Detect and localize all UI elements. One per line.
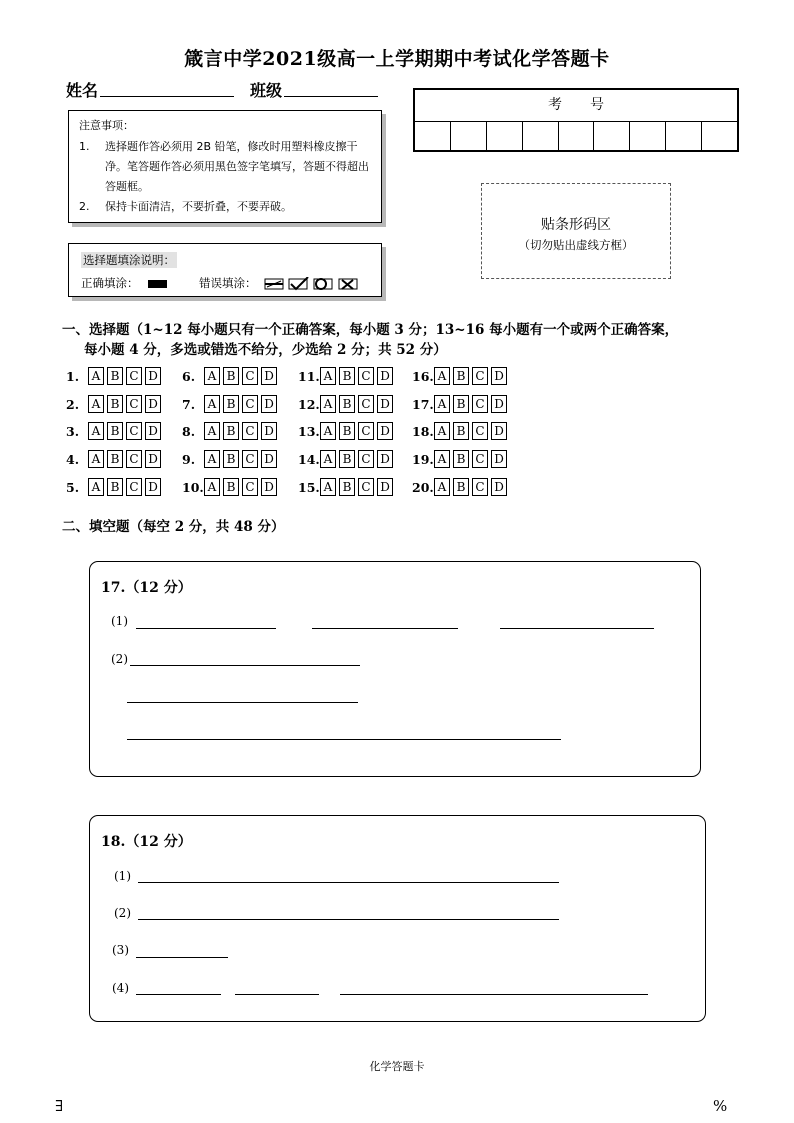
option-bubble-a[interactable]: A [434,367,450,385]
choice-question-row [298,366,396,386]
option-bubble-a[interactable]: A [204,367,220,385]
exam-number-cell[interactable] [415,121,451,150]
correct-fill-label: 正确填涂： [81,276,139,290]
answer-line[interactable] [138,919,559,920]
answer-line[interactable] [235,994,319,995]
q18-part1-label: (1) [114,869,131,883]
option-bubble-b[interactable]: B [339,422,355,440]
option-bubble-d[interactable]: D [491,395,507,413]
option-bubble-b[interactable]: B [339,478,355,496]
option-bubble-a[interactable]: A [434,422,450,440]
question-number: 1. [66,368,80,384]
question-number: 10. [182,479,204,495]
exam-number-cell[interactable] [487,121,523,150]
option-bubble-d[interactable]: D [261,478,277,496]
q18-part3-label: (3) [112,943,129,957]
exam-number-cell[interactable] [666,121,702,150]
exam-number-cell[interactable] [594,121,630,150]
notice-item [79,197,371,217]
question-number: 7. [182,396,196,412]
option-bubble-d[interactable]: D [377,478,393,496]
question-number: 9. [182,451,196,467]
fill-guide-box [68,243,382,297]
option-bubble-c[interactable]: C [472,478,488,496]
option-bubble-a[interactable]: A [88,450,104,468]
section1-heading-line1: 一、选择题（1~12 每小题只有一个正确答案，每小题 3 分；13~16 每小题有一个或两个正确答案， [62,322,679,338]
question-number: 18. [412,423,434,439]
option-bubble-c[interactable]: C [242,395,258,413]
option-bubble-c[interactable]: C [358,395,374,413]
q18-part4-label: (4) [112,981,129,995]
choice-question-row [66,366,164,386]
choice-question-row [412,477,510,497]
answer-line[interactable] [136,957,228,958]
option-bubble-b[interactable]: B [453,367,469,385]
option-bubble-a[interactable]: A [434,478,450,496]
option-bubble-a[interactable]: A [204,478,220,496]
answer-line[interactable] [500,628,654,629]
option-bubble-c[interactable]: C [242,478,258,496]
q18-part2-label: (2) [114,906,131,920]
choice-question-row [412,421,510,441]
answer-line[interactable] [130,665,360,666]
exam-number-table [413,88,739,152]
exam-number-cell[interactable] [523,121,559,150]
option-bubble-b[interactable]: B [339,450,355,468]
exam-number-cell[interactable] [702,121,737,150]
option-bubble-b[interactable]: B [107,395,123,413]
q17-title: 17.（12 分） [101,580,192,596]
option-bubble-d[interactable]: D [261,395,277,413]
notice-item-text: 保持卡面清洁，不要折叠，不要弄破。 [105,200,292,213]
option-bubble-c[interactable]: C [126,422,142,440]
answer-line[interactable] [312,628,458,629]
option-bubble-a[interactable]: A [320,395,336,413]
question-number: 6. [182,368,196,384]
option-bubble-d[interactable]: D [377,422,393,440]
option-bubble-d[interactable]: D [145,478,161,496]
notice-item-number: 1. [79,140,90,153]
option-bubble-d[interactable]: D [145,367,161,385]
notice-item [79,137,371,197]
choice-question-row [298,394,396,414]
option-bubble-c[interactable]: C [242,422,258,440]
option-bubble-d[interactable]: D [261,367,277,385]
option-bubble-b[interactable]: B [223,395,239,413]
choice-question-row [66,421,164,441]
option-bubble-c[interactable]: C [126,395,142,413]
option-bubble-d[interactable]: D [491,422,507,440]
option-bubble-a[interactable]: A [88,422,104,440]
choice-question-row [66,477,164,497]
option-bubble-d[interactable]: D [145,450,161,468]
choice-question-row [182,477,280,497]
notice-item-number: 2. [79,200,90,213]
question-number: 13. [298,423,320,439]
notice-box [68,110,382,223]
option-bubble-b[interactable]: B [107,450,123,468]
option-bubble-d[interactable]: D [377,367,393,385]
option-bubble-c[interactable]: C [126,478,142,496]
answer-line[interactable] [340,994,648,995]
option-bubble-d[interactable]: D [491,478,507,496]
option-bubble-a[interactable]: A [320,422,336,440]
answer-line[interactable] [138,882,559,883]
section1-heading-line2: 每小题 4 分，多选或错选不给分，少选给 2 分；共 52 分） [84,342,447,358]
option-bubble-c[interactable]: C [242,450,258,468]
answer-line[interactable] [136,994,221,995]
question-number: 8. [182,423,196,439]
option-bubble-b[interactable]: B [453,395,469,413]
option-bubble-a[interactable]: A [434,450,450,468]
option-bubble-c[interactable]: C [358,450,374,468]
option-bubble-b[interactable]: B [223,478,239,496]
name-field[interactable] [100,96,234,97]
option-bubble-d[interactable]: D [491,450,507,468]
option-bubble-a[interactable]: A [434,395,450,413]
option-bubble-d[interactable]: D [261,450,277,468]
option-bubble-b[interactable]: B [107,422,123,440]
class-field[interactable] [284,96,378,97]
choice-question-row [66,449,164,469]
option-bubble-c[interactable]: C [126,367,142,385]
choice-question-row [412,449,510,469]
option-bubble-a[interactable]: A [204,422,220,440]
correct-fill-mark-icon [148,280,167,288]
q18-title: 18.（12 分） [101,834,192,850]
barcode-area [481,183,671,279]
option-bubble-a[interactable]: A [204,450,220,468]
choice-question-row [182,366,280,386]
option-bubble-b[interactable]: B [107,478,123,496]
option-bubble-b[interactable]: B [223,422,239,440]
option-bubble-a[interactable]: A [88,367,104,385]
choice-question-row [298,477,396,497]
option-bubble-b[interactable]: B [107,367,123,385]
class-label: 班级 [250,81,283,100]
option-bubble-b[interactable]: B [223,367,239,385]
option-bubble-b[interactable]: B [453,422,469,440]
name-label: 姓名 [66,81,99,100]
option-bubble-d[interactable]: D [491,367,507,385]
option-bubble-c[interactable]: C [358,478,374,496]
option-bubble-c[interactable]: C [358,422,374,440]
fill-guide-heading: 选择题填涂说明： [83,253,175,267]
page-title: 箴言中学2021级高一上学期期中考试化学答题卡 [184,48,610,70]
exam-number-label: 考 号 [415,90,737,122]
option-bubble-d[interactable]: D [377,395,393,413]
footer-text: 化学答题卡 [369,1060,425,1073]
option-bubble-a[interactable]: A [88,478,104,496]
option-bubble-b[interactable]: B [339,367,355,385]
choice-question-row [412,366,510,386]
section2-heading: 二、填空题（每空 2 分，共 48 分） [62,519,285,535]
question-number: 4. [66,451,80,467]
question-number: 17. [412,396,434,412]
notice-item-text: 选择题作答必须用 2B 铅笔，修改时用塑料橡皮擦干净。笔答题作答必须用黑色签字笔填写，答题不得超出答题框。 [105,140,369,193]
option-bubble-b[interactable]: B [453,478,469,496]
barcode-title: 贴条形码区 [541,217,611,233]
choice-question-row [182,449,280,469]
exam-number-cell[interactable] [630,121,666,150]
question-number: 15. [298,479,320,495]
notice-heading: 注意事项： [79,119,134,132]
question-number: 2. [66,396,80,412]
option-bubble-d[interactable]: D [261,422,277,440]
wrong-fill-label: 错误填涂： [199,276,257,290]
question-number: 11. [298,368,320,384]
option-bubble-c[interactable]: C [242,367,258,385]
question-number: 16. [412,368,434,384]
question-number: 12. [298,396,320,412]
choice-question-row [298,449,396,469]
question-number: 20. [412,479,434,495]
choice-question-row [412,394,510,414]
q17-answer-box [89,561,701,777]
corner-mark-right: % [713,1097,728,1115]
question-number: 5. [66,479,80,495]
option-bubble-d[interactable]: D [145,422,161,440]
option-bubble-b[interactable]: B [339,395,355,413]
option-bubble-a[interactable]: A [88,395,104,413]
option-bubble-a[interactable]: A [320,367,336,385]
question-number: 14. [298,451,320,467]
option-bubble-b[interactable]: B [453,450,469,468]
option-bubble-c[interactable]: C [472,450,488,468]
wrong-fill-marks-icon [264,277,362,291]
option-bubble-c[interactable]: C [472,395,488,413]
answer-line[interactable] [127,702,358,703]
corner-mark-left: ∃ [55,1097,64,1115]
choice-question-row [182,421,280,441]
answer-line[interactable] [136,628,276,629]
option-bubble-a[interactable]: A [320,478,336,496]
option-bubble-c[interactable]: C [358,367,374,385]
option-bubble-d[interactable]: D [377,450,393,468]
answer-line[interactable] [127,739,561,740]
q17-part2-label: (2) [111,652,128,666]
question-number: 3. [66,423,80,439]
question-number: 19. [412,451,434,467]
choice-question-row [66,394,164,414]
option-bubble-c[interactable]: C [472,367,488,385]
option-bubble-c[interactable]: C [126,450,142,468]
choice-question-row [182,394,280,414]
q17-part1-label: (1) [111,614,128,628]
q18-answer-box [89,815,706,1022]
barcode-hint: （切勿贴出虚线方框） [518,238,634,252]
option-bubble-c[interactable]: C [472,422,488,440]
exam-number-cell[interactable] [451,121,487,150]
exam-number-cell[interactable] [559,121,595,150]
choice-question-row [298,421,396,441]
option-bubble-a[interactable]: A [204,395,220,413]
option-bubble-b[interactable]: B [223,450,239,468]
option-bubble-a[interactable]: A [320,450,336,468]
option-bubble-d[interactable]: D [145,395,161,413]
